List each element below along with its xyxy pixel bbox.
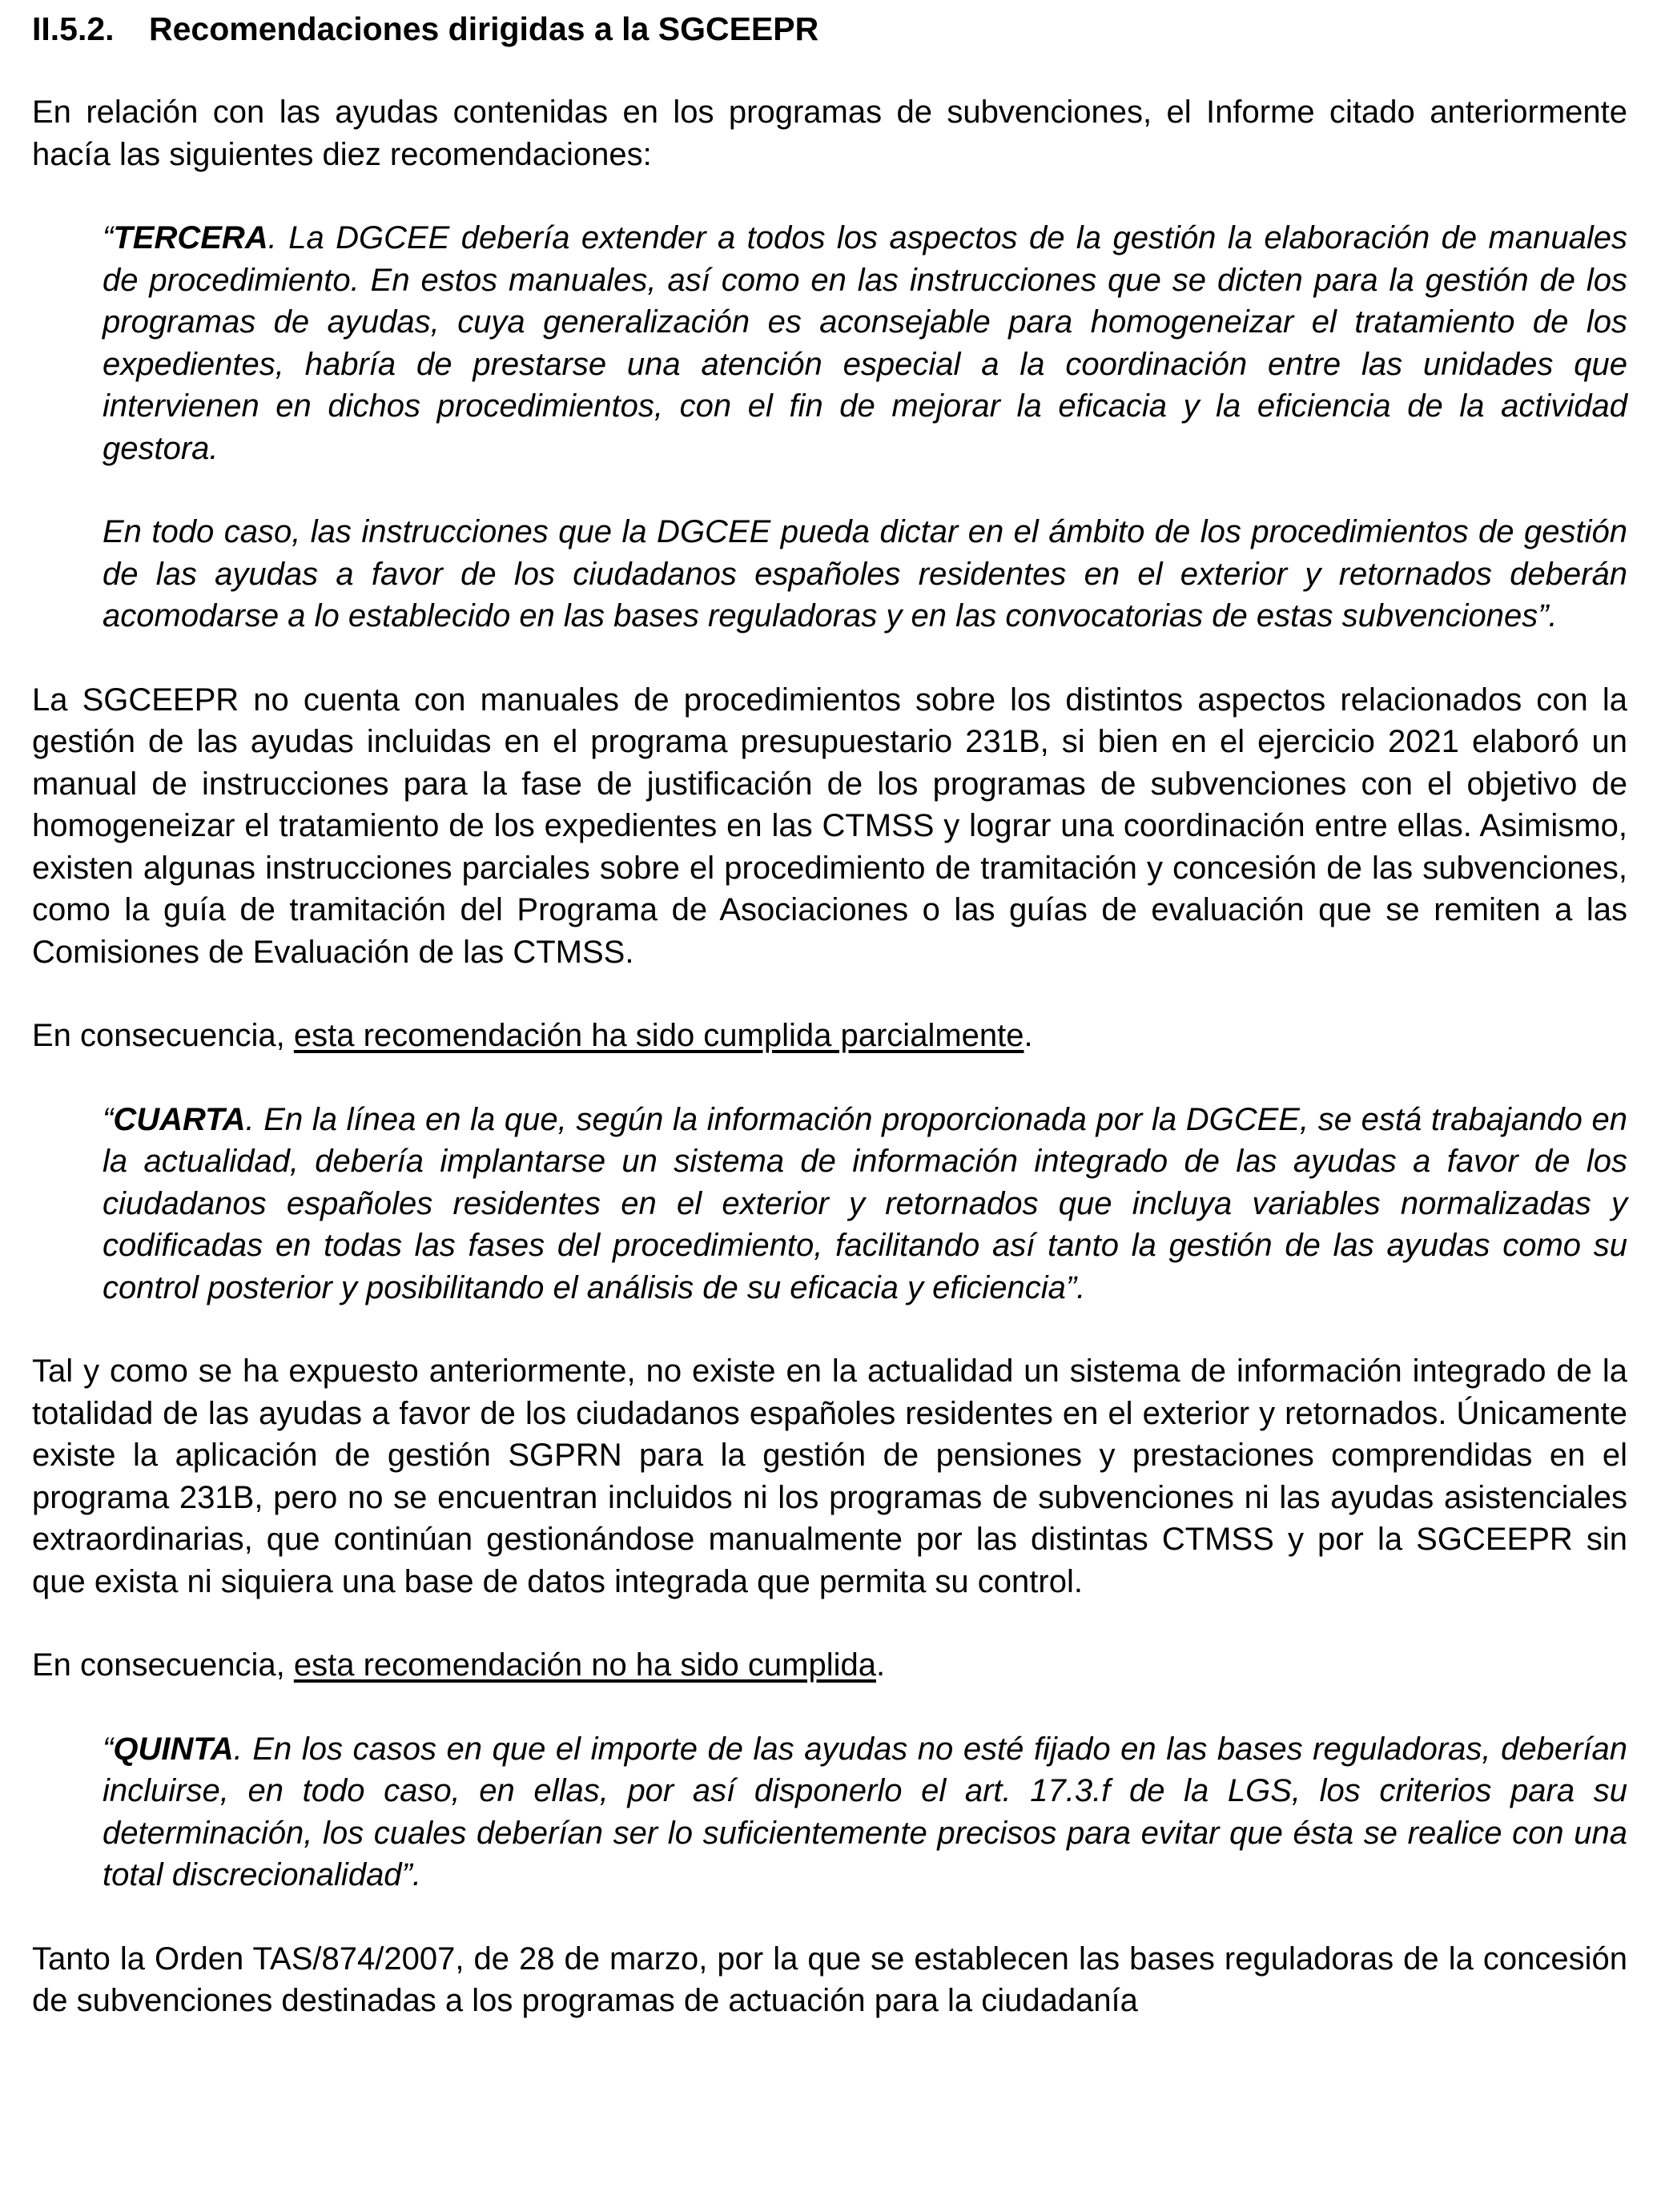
section-title: Recomendaciones dirigidas a la SGCEEPR <box>149 10 819 47</box>
spacer <box>32 50 1627 91</box>
recommendation-label: QUINTA <box>113 1731 234 1767</box>
spacer <box>32 1687 1627 1728</box>
recommendation-tercera <box>103 217 1627 469</box>
recommendation-cuarta <box>103 1099 1627 1309</box>
recommendation-tercera-continued: En todo caso, las instrucciones que la DGCEE pueda dictar en el ámbito de los procedimientos de gestión de las ayudas a favor de los ciudadanos españoles residentes en el exterior y retornados deberán acomodarse a lo establecido en las bases reguladoras y en las convocatorias de estas subvenciones”. <box>103 514 1627 633</box>
spacer <box>32 175 1627 217</box>
document-page <box>32 8 1627 2022</box>
spacer <box>32 637 1627 679</box>
conclusion-status: esta recomendación no ha sido cumplida <box>293 1647 876 1683</box>
tercera-analysis-paragraph: La SGCEEPR no cuenta con manuales de procedimientos sobre los distintos aspectos relacionados con la gestión de las ayudas incluidas en el programa presupuestario 231B, si bien en el ejercicio 2021 elaboró un manual de instrucciones para la fase de justificación de los programas de subvenciones con el objetivo de homogeneizar el tratamiento de los expedientes en las CTMSS y lograr una coordinación entre ellas. Asimismo, existen algunas instrucciones parciales sobre el procedimiento de tramitación y concesión de las subvenciones, como la guía de tramitación del Programa de Asociaciones o las guías de evaluación que se remiten a las Comisiones de Evaluación de las CTMSS. <box>32 682 1627 970</box>
open-quote: “ <box>103 1101 114 1137</box>
spacer <box>32 1896 1627 1938</box>
recommendation-text: . En la línea en la que, según la información proporcionada por la DGCEE, se está trabajando en la actualidad, debería implantarse un sistema de información integrado de las ayudas a favor de los ciudadanos españoles residentes en el exterior y retornados que incluya variables normalizadas y codificadas en todas las fases del procedimiento, facilitando así tanto la gestión de las ayudas como su control posterior y posibilitando el análisis de su eficacia y eficiencia”. <box>103 1101 1627 1305</box>
spacer <box>32 1309 1627 1350</box>
conclusion-prefix: En consecuencia, <box>32 1018 294 1053</box>
recommendation-label: CUARTA <box>113 1101 246 1137</box>
spacer <box>32 973 1627 1015</box>
conclusion-status: esta recomendación ha sido cumplida parcialmente <box>293 1018 1024 1053</box>
recommendation-text: . En los casos en que el importe de las ayudas no esté fijado en las bases reguladoras, deberían incluirse, en todo caso, en ellas, por así disponerlo el art. 17.3.f de la LGS, los criterios para su determinación, los cuales deberían ser lo suficientemente precisos para evitar que ésta se realice con una total discrecionalidad”. <box>103 1731 1627 1892</box>
conclusion-prefix: En consecuencia, <box>32 1647 294 1683</box>
spacer <box>32 469 1627 511</box>
open-quote: “ <box>103 220 114 255</box>
conclusion-suffix: . <box>875 1647 886 1683</box>
spacer <box>32 1057 1627 1099</box>
section-number: II.5.2. <box>32 10 115 47</box>
recommendation-quinta <box>103 1728 1627 1896</box>
conclusion-suffix: . <box>1024 1018 1033 1053</box>
open-quote: “ <box>103 1731 114 1767</box>
tercera-conclusion <box>32 1015 1627 1057</box>
recommendation-label: TERCERA <box>113 220 268 255</box>
spacer <box>32 1603 1627 1644</box>
intro-paragraph: En relación con las ayudas contenidas en los programas de subvenciones, el Informe citado anteriormente hacía las siguientes diez recomendaciones: <box>32 95 1627 172</box>
cuarta-conclusion <box>32 1644 1627 1687</box>
cuarta-analysis-paragraph: Tal y como se ha expuesto anteriormente, no existe en la actualidad un sistema de información integrado de la totalidad de las ayudas a favor de los ciudadanos españoles residentes en el exterior y retornados. Únicamente existe la aplicación de gestión SGPRN para la gestión de pensiones y prestaciones comprendidas en el programa 231B, pero no se encuentran incluidos ni los programas de subvenciones ni las ayudas asistenciales extraordinarias, que continúan gestionándose manualmente por las distintas CTMSS y por la SGCEEPR sin que exista ni siquiera una base de datos integrada que permita su control. <box>32 1353 1627 1599</box>
quinta-analysis-paragraph: Tanto la Orden TAS/874/2007, de 28 de marzo, por la que se establecen las bases reguladoras de la concesión de subvenciones destinadas a los programas de actuación para la ciudadanía <box>32 1941 1627 2018</box>
recommendation-text: . La DGCEE debería extender a todos los aspectos de la gestión la elaboración de manuales de procedimiento. En estos manuales, así como en las instrucciones que se dicten para la gestión de los programas de ayudas, cuya generalización es aconsejable para homogeneizar el tratamiento de los expedientes, habría de prestarse una atención especial a la coordinación entre las unidades que intervienen en dichos procedimientos, con el fin de mejorar la eficacia y la eficiencia de la actividad gestora. <box>103 220 1627 466</box>
section-heading <box>32 8 1627 50</box>
